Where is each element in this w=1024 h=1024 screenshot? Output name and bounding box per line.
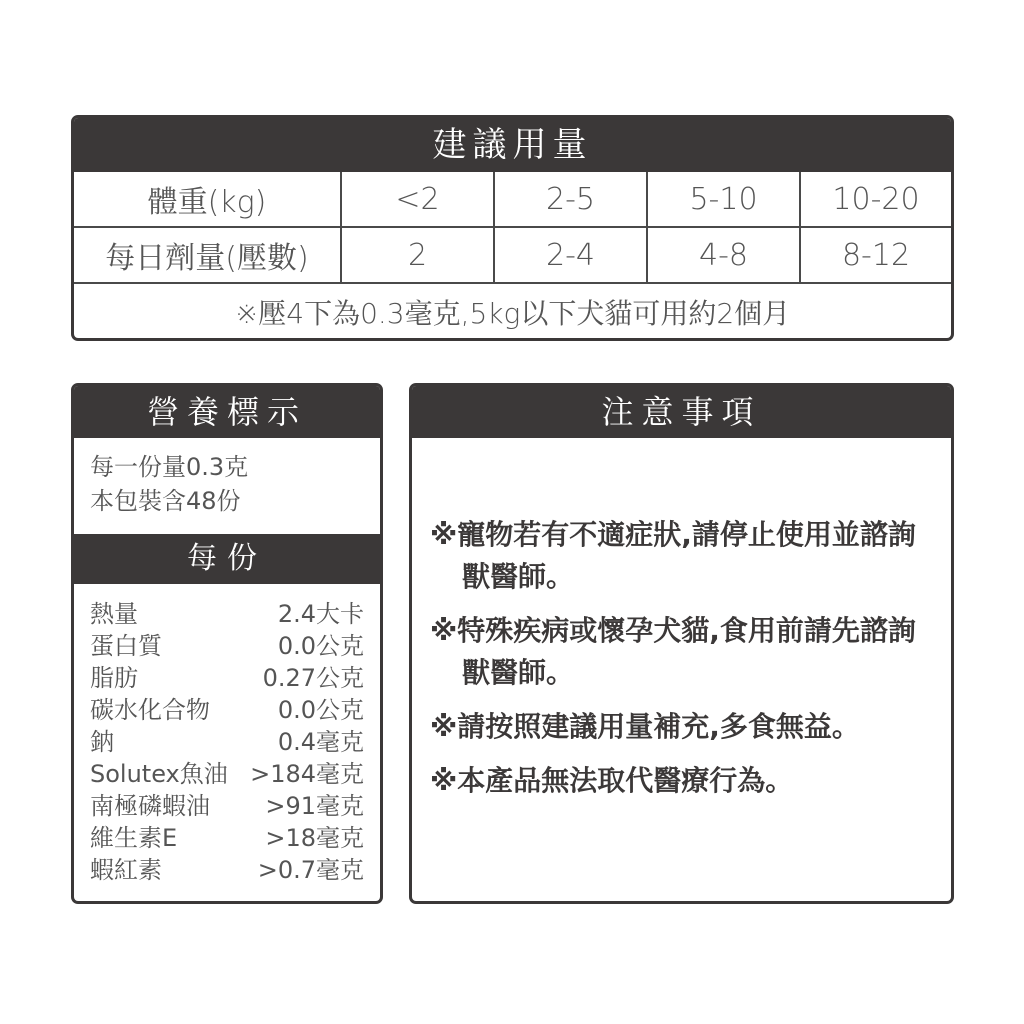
nutrition-row <box>90 790 364 822</box>
nutrient-name: Solutex魚油 <box>90 760 228 788</box>
nutrition-row <box>90 694 364 726</box>
nutrient-name: 脂肪 <box>90 664 138 692</box>
nutrition-row <box>90 598 364 630</box>
dosage-panel <box>71 115 954 341</box>
nutrient-value: 0.0公克 <box>277 632 364 660</box>
notice-item: ※本產品無法取代醫療行為。 <box>430 764 794 797</box>
nutrient-name: 碳水化合物 <box>90 696 210 724</box>
notice-list <box>412 438 951 802</box>
per-serving-title: 每份 <box>74 534 380 584</box>
nutrition-row <box>90 822 364 854</box>
dose-cell: 2-4 <box>495 228 648 282</box>
notice-title: 注意事項 <box>412 386 951 438</box>
nutrition-row <box>90 854 364 886</box>
nutrition-title: 營養標示 <box>74 386 380 438</box>
nutrition-row <box>90 758 364 790</box>
nutrient-name: 南極磷蝦油 <box>90 792 210 820</box>
nutrition-row <box>90 662 364 694</box>
dose-cell: 4-8 <box>648 228 801 282</box>
serving-info <box>74 438 380 534</box>
notice-item: ※請按照建議用量補充,多食無益。 <box>430 710 860 743</box>
weight-cell: <2 <box>342 172 495 226</box>
nutrient-value: >184毫克 <box>250 760 364 788</box>
servings-per-pack: 本包裝含48份 <box>90 487 241 515</box>
weight-cell: 5-10 <box>648 172 801 226</box>
nutrient-value: >18毫克 <box>265 824 364 852</box>
nutrition-row <box>90 630 364 662</box>
nutrient-name: 蝦紅素 <box>90 856 162 884</box>
nutrient-value: 0.4毫克 <box>277 728 364 756</box>
weight-cell: 2-5 <box>495 172 648 226</box>
nutrient-value: >91毫克 <box>265 792 364 820</box>
nutrition-list <box>74 584 380 886</box>
dose-label: 每日劑量(壓數) <box>74 228 342 282</box>
nutrient-name: 維生素E <box>90 824 178 852</box>
nutrient-name: 鈉 <box>90 728 114 756</box>
serving-size: 每一份量0.3克 <box>90 453 249 481</box>
weight-row <box>74 172 951 228</box>
notice-item: ※寵物若有不適症狀,請停止使用並諮詢獸醫師。 <box>430 518 916 593</box>
nutrient-value: 2.4大卡 <box>277 600 364 628</box>
nutrient-value: 0.0公克 <box>277 696 364 724</box>
nutrition-row <box>90 726 364 758</box>
nutrition-panel <box>71 383 383 904</box>
weight-label: 體重(kg) <box>74 172 342 226</box>
nutrient-value: >0.7毫克 <box>257 856 364 884</box>
notice-item: ※特殊疾病或懷孕犬貓,食用前請先諮詢獸醫師。 <box>430 614 916 689</box>
dose-cell: 2 <box>342 228 495 282</box>
dosage-note: ※壓4下為0.3毫克,5kg以下犬貓可用約2個月 <box>234 296 791 330</box>
nutrient-name: 蛋白質 <box>90 632 162 660</box>
dose-cell: 8-12 <box>841 237 911 273</box>
weight-cell: 10-20 <box>832 181 920 217</box>
nutrient-value: 0.27公克 <box>262 664 364 692</box>
nutrient-name: 熱量 <box>90 600 138 628</box>
dosage-title: 建議用量 <box>74 118 951 172</box>
notice-panel <box>409 383 954 904</box>
dose-row <box>74 228 951 284</box>
